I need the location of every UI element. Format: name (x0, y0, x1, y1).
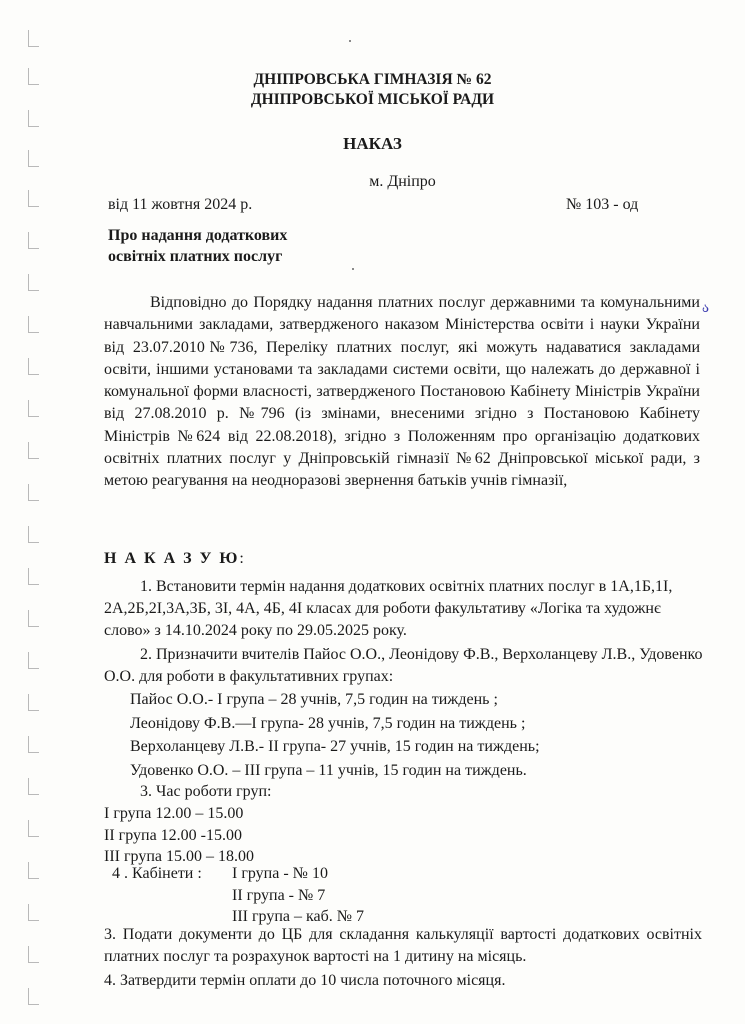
subject-line-1: Про надання додаткових (108, 227, 288, 244)
schedule-line: ІІ група 12.00 -15.00 (104, 826, 242, 844)
document-title: НАКАЗ (343, 134, 402, 153)
order-subject (108, 225, 287, 267)
payment-paragraph: 4. Затвердити термін оплати до 10 числа поточного місяця. (104, 972, 506, 989)
cabinet-line: І група - № 10 (232, 865, 328, 882)
documents-paragraph: 3. Подати документи до ЦБ для складання калькуляції вартості додаткових освітніх платних послуг та розрахунок вартості на 1 дитину на місяць. (104, 926, 702, 965)
cabinets-label: 4 . Кабінети : (112, 865, 202, 882)
school-name: ДНІПРОВСЬКА ГІМНАЗІЯ № 62 (253, 71, 492, 88)
orders-heading-text: Н А К А З У Ю (104, 550, 240, 567)
teacher-list (130, 688, 540, 782)
subject-line-2: освітніх платних послуг (108, 248, 283, 265)
item-1-paragraph: 1. Встановити термін надання додаткових освітніх платних послуг в 1А,1Б,1І, 2А,2Б,2І,3А,3Б, 3І, 4А, 4Б, 4І класах для роботи факультативу «Логіка та художнє слово» з 14.10.2024 року по 29.05.2025 року. (104, 578, 673, 639)
city-council: ДНІПРОВСЬКОЇ МІСЬКОЇ РАДИ (250, 91, 495, 108)
schedule-line: І група 12.00 – 15.00 (104, 805, 244, 822)
schedule-list (104, 803, 254, 868)
preamble-paragraph: Відповідно до Порядку надання платних послуг державними та комунальними навчальними закладами, затвердженого наказом Міністерства освіти і науки України від 23.07.2010№736, Переліку платних послуг, які можуть надаватися закладами освіти, іншими установами та закладами системи освіти, що належать до державної і комунальної форми власності, затвердженого Постановою Кабінету Міністрів України від 27.08.2010 р. №796 (із змінами, внесеними згідно з Постановою Кабінету Міністрів №624 від 22.08.2018), згідно з Положенням про організацію додаткових освітніх платних послуг у Дніпровській гімназії №62 Дніпровської міської ради, з метою реагування на неодноразові звернення батьків учнів гімназії, (104, 294, 700, 490)
order-date: від 11 жовтня 2024 р. (108, 196, 253, 213)
order-number: № 103 - од (566, 196, 639, 213)
cabinet-line: ІІ група - № 7 (232, 886, 326, 904)
schedule-title: 3. Час роботи груп: (140, 783, 272, 800)
cabinet-line: ІІІ група – каб. № 7 (232, 908, 365, 925)
item-2-paragraph: 2. Призначити вчителів Пайос О.О., Леонідову Ф.В., Верхоланцеву Л.В., Удовенко О.О. для роботи в факультативних групах: (104, 646, 703, 685)
city-line: м. Дніпро (369, 173, 436, 190)
school-header (0, 70, 745, 110)
cabinets-list (232, 863, 364, 928)
teacher-line: Верхоланцеву Л.В.- ІІ група- 27 учнів, 15 годин на тиждень; (130, 738, 540, 755)
teacher-line: Пайос О.О.- І група – 28 учнів, 7,5 годин на тиждень ; (130, 691, 498, 708)
orders-heading (104, 548, 246, 570)
pen-mark: ა (702, 300, 710, 315)
orders-heading-colon: : (239, 550, 246, 567)
teacher-line: Леонідову Ф.В.—І група- 28 учнів, 7,5 годин на тиждень ; (130, 714, 526, 732)
teacher-line: Удовенко О.О. – ІІІ група – 11 учнів, 15 годин на тиждень. (130, 761, 527, 779)
schedule-line: ІІІ група 15.00 – 18.00 (104, 848, 254, 865)
